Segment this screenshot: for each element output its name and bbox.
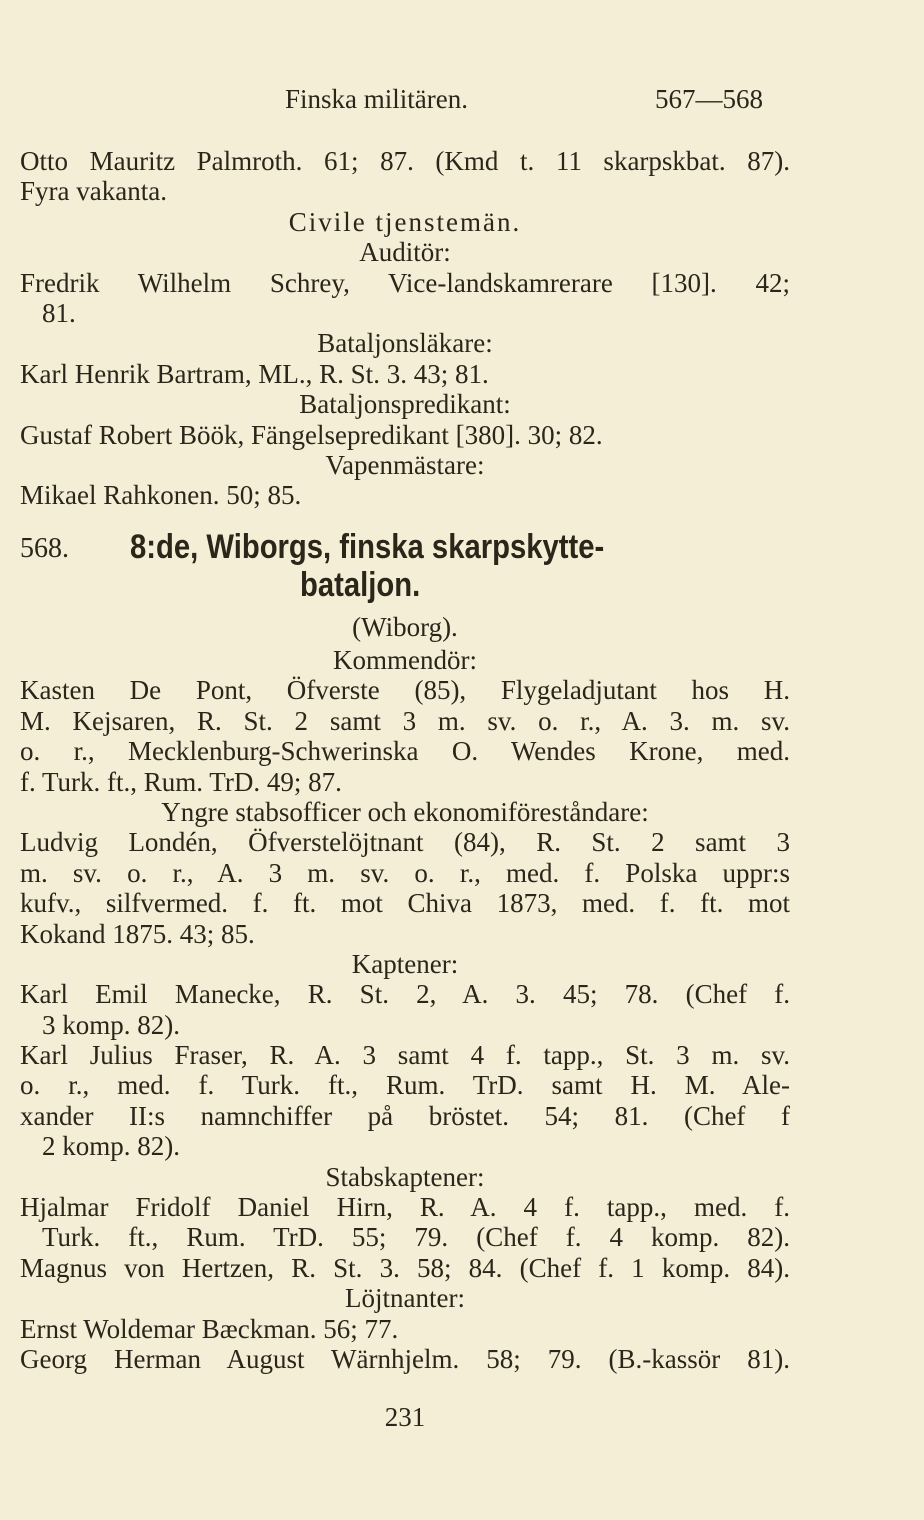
section-number: 568. xyxy=(20,533,69,564)
text-line: kufv., silfvermed. f. ft. mot Chiva 1873, med. f. ft. mot xyxy=(20,888,790,919)
text-line: f. Turk. ft., Rum. TrD. 49; 87. xyxy=(20,766,342,797)
text-line: Karl Henrik Bartram, ML., R. St. 3. 43; 81. xyxy=(20,358,489,389)
text-line: Magnus von Hertzen, R. St. 3. 58; 84. (Chef f. 1 komp. 84). xyxy=(20,1252,790,1283)
text-line: Hjalmar Fridolf Daniel Hirn, R. A. 4 f. tapp., med. f. xyxy=(20,1192,790,1223)
section-location: (Wiborg). xyxy=(352,612,458,642)
text-line: Gustaf Robert Böök, Fängelsepredikant [380]. 30; 82. xyxy=(20,419,603,450)
section-title-cont: bataljon. xyxy=(300,566,421,604)
text-line: Otto Mauritz Palmroth. 61; 87. (Kmd t. 11 skarpskbat. 87). xyxy=(20,146,790,176)
text-line: 81. xyxy=(42,297,76,328)
text-line: m. sv. o. r., A. 3 m. sv. o. r., med. f. Polska uppr:s xyxy=(20,857,790,888)
subheading: Vapenmästare: xyxy=(325,449,485,480)
running-header-title: Finska militären. xyxy=(285,84,468,114)
subheading: Kaptener: xyxy=(351,948,459,979)
subheading: Bataljonsläkare: xyxy=(317,328,493,359)
section-title: 8:de, Wiborgs, finska skarpskytte- xyxy=(130,528,605,566)
text-line: Georg Herman August Wärnhjelm. 58; 79. (B.-kassör 81). xyxy=(20,1343,790,1374)
subheading: Kommendör: xyxy=(333,645,477,675)
subheading: Civile tjenstemän. xyxy=(288,206,522,237)
text-line: o. r., Mecklenburg-Schwerinska O. Wendes Krone, med. xyxy=(20,736,790,767)
text-line: Mikael Rahkonen. 50; 85. xyxy=(20,480,302,511)
subheading: Löjtnanter: xyxy=(345,1283,465,1314)
text-line: Karl Julius Fraser, R. A. 3 samt 4 f. tapp., St. 3 m. sv. xyxy=(20,1040,790,1071)
text-line: o. r., med. f. Turk. ft., Rum. TrD. samt H. M. Ale- xyxy=(20,1070,790,1101)
text-line: M. Kejsaren, R. St. 2 samt 3 m. sv. o. r., A. 3. m. sv. xyxy=(20,705,790,736)
text-line: xander II:s namnchiffer på bröstet. 54; 81. (Chef f xyxy=(20,1100,790,1131)
section-568 xyxy=(20,645,790,1374)
text-line: 2 komp. 82). xyxy=(42,1131,180,1162)
subheading: Bataljonspredikant: xyxy=(299,389,511,420)
text-line: Fredrik Wilhelm Schrey, Vice-landskamrerare [130]. 42; xyxy=(20,267,790,298)
subheading: Yngre stabsofficer och ekonomiföreståndare: xyxy=(161,796,649,827)
text-line: Turk. ft., Rum. TrD. 55; 79. (Chef f. 4 komp. 82). xyxy=(42,1222,790,1253)
text-line: Fyra vakanta. xyxy=(20,176,167,207)
text-line: Kasten De Pont, Öfverste (85), Flygeladjutant hos H. xyxy=(20,675,790,706)
text-line: Ernst Woldemar Bæckman. 56; 77. xyxy=(20,1313,399,1344)
text-line: Ludvig Londén, Öfverstelöjtnant (84), R. St. 2 samt 3 xyxy=(20,827,790,858)
subheading: Stabskaptener: xyxy=(325,1161,485,1192)
subheading: Auditör: xyxy=(359,237,451,268)
section-567-continued xyxy=(20,146,790,511)
page-number: 231 xyxy=(384,1402,426,1432)
running-header-pages: 567—568 xyxy=(655,84,763,114)
text-line: Kokand 1875. 43; 85. xyxy=(20,918,255,949)
text-line: 3 komp. 82). xyxy=(42,1009,180,1040)
text-line: Karl Emil Manecke, R. St. 2, A. 3. 45; 78. (Chef f. xyxy=(20,979,790,1010)
